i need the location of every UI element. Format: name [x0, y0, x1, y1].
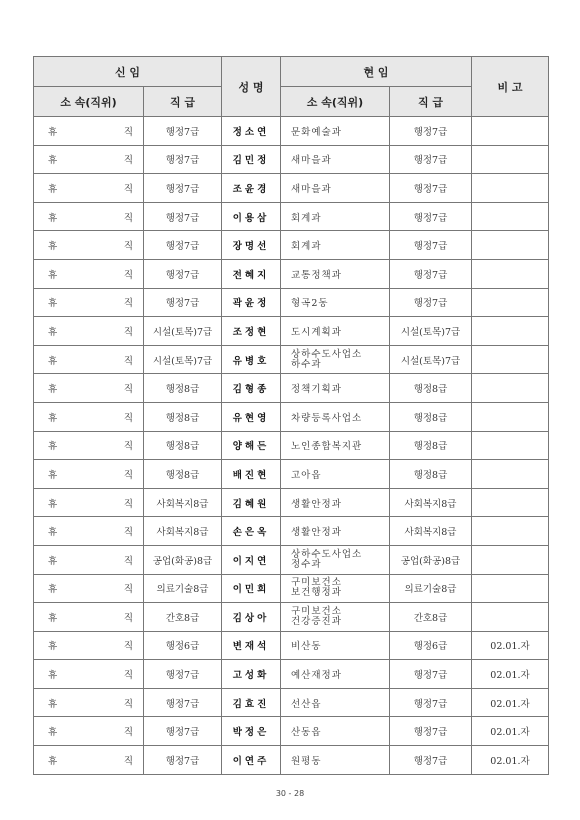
- cell-grade: 행정7급: [144, 688, 222, 717]
- cell-name: 장명선: [222, 231, 281, 260]
- affiliation-part: 휴: [48, 555, 58, 567]
- cell-affiliation: [34, 688, 144, 717]
- cell-current-affiliation: [281, 402, 390, 431]
- affiliation-part: 직: [123, 555, 133, 567]
- cell-note: [472, 545, 549, 574]
- table-row: [34, 174, 549, 203]
- header-note: 비 고: [472, 57, 549, 117]
- cell-note: [472, 460, 549, 489]
- current-affiliation-line: 형곡2동: [291, 298, 329, 310]
- cell-note: [472, 488, 549, 517]
- affiliation-part: 직: [123, 412, 133, 424]
- cell-note: [472, 317, 549, 346]
- cell-grade: 행정7급: [144, 202, 222, 231]
- cell-name: 이용삼: [222, 202, 281, 231]
- cell-current-grade: 사회복지8급: [390, 517, 472, 546]
- cell-affiliation: [34, 231, 144, 260]
- cell-name: 김민정: [222, 145, 281, 174]
- cell-current-grade: 행정7급: [390, 288, 472, 317]
- affiliation-part: 직: [123, 755, 133, 767]
- current-affiliation-line: 건강증진과: [291, 615, 342, 627]
- personnel-table: [33, 56, 549, 775]
- cell-name: 전혜지: [222, 259, 281, 288]
- current-affiliation-line: 도시계획과: [291, 326, 342, 338]
- cell-current-grade: 시설(토목)7급: [390, 317, 472, 346]
- current-affiliation-line: 회계과: [291, 241, 322, 253]
- table-row: [34, 145, 549, 174]
- affiliation-part: 직: [123, 326, 133, 338]
- table-row: [34, 374, 549, 403]
- cell-name: 손은옥: [222, 517, 281, 546]
- affiliation-part: 휴: [48, 469, 58, 481]
- affiliation-part: 휴: [48, 384, 58, 396]
- table-row: [34, 259, 549, 288]
- table-row: [34, 117, 549, 146]
- table-row: [34, 717, 549, 746]
- current-affiliation-line: 교통정책과: [291, 269, 342, 281]
- current-affiliation-line: 산동읍: [291, 727, 322, 739]
- current-affiliation-line: 원평동: [291, 755, 322, 767]
- cell-note: [472, 145, 549, 174]
- current-affiliation-line: 노인종합복지관: [291, 441, 363, 453]
- cell-note: [472, 259, 549, 288]
- affiliation-part: 휴: [48, 412, 58, 424]
- cell-current-grade: 행정7급: [390, 717, 472, 746]
- cell-current-grade: 간호8급: [390, 603, 472, 632]
- cell-name: 양해든: [222, 431, 281, 460]
- cell-note: 02.01.자: [472, 717, 549, 746]
- cell-current-grade: 행정8급: [390, 402, 472, 431]
- cell-current-affiliation: [281, 145, 390, 174]
- affiliation-part: 직: [123, 355, 133, 367]
- cell-note: [472, 345, 549, 374]
- table-row: [34, 288, 549, 317]
- cell-current-affiliation: [281, 517, 390, 546]
- affiliation-part: 휴: [48, 755, 58, 767]
- affiliation-part: 직: [123, 612, 133, 624]
- current-affiliation-line: 생활안정과: [291, 527, 342, 539]
- cell-grade: 행정7급: [144, 717, 222, 746]
- cell-affiliation: [34, 345, 144, 374]
- cell-name: 곽윤정: [222, 288, 281, 317]
- cell-grade: 행정7급: [144, 145, 222, 174]
- cell-current-affiliation: [281, 574, 390, 603]
- cell-note: [472, 374, 549, 403]
- affiliation-part: 휴: [48, 498, 58, 510]
- cell-affiliation: [34, 259, 144, 288]
- cell-affiliation: [34, 545, 144, 574]
- cell-grade: 행정7급: [144, 288, 222, 317]
- affiliation-part: 직: [123, 527, 133, 539]
- cell-grade: 행정8급: [144, 431, 222, 460]
- cell-current-affiliation: [281, 460, 390, 489]
- affiliation-part: 휴: [48, 212, 58, 224]
- cell-current-affiliation: [281, 717, 390, 746]
- affiliation-part: 직: [123, 183, 133, 195]
- table-row: [34, 202, 549, 231]
- header-cur-grade: 직 급: [390, 87, 472, 117]
- affiliation-part: 직: [123, 212, 133, 224]
- affiliation-part: 휴: [48, 441, 58, 453]
- cell-current-affiliation: [281, 202, 390, 231]
- cell-affiliation: [34, 746, 144, 775]
- cell-affiliation: [34, 374, 144, 403]
- current-affiliation-line: 문화예술과: [291, 126, 342, 138]
- affiliation-part: 휴: [48, 269, 58, 281]
- cell-grade: 의료기술8급: [144, 574, 222, 603]
- cell-note: 02.01.자: [472, 631, 549, 660]
- affiliation-part: 직: [123, 498, 133, 510]
- cell-grade: 행정8급: [144, 374, 222, 403]
- table-row: [34, 603, 549, 632]
- cell-current-grade: 행정8급: [390, 460, 472, 489]
- cell-grade: 행정7급: [144, 660, 222, 689]
- affiliation-part: 직: [123, 269, 133, 281]
- cell-name: 조정현: [222, 317, 281, 346]
- table-row: [34, 431, 549, 460]
- cell-affiliation: [34, 145, 144, 174]
- affiliation-part: 직: [123, 126, 133, 138]
- cell-affiliation: [34, 460, 144, 489]
- cell-affiliation: [34, 117, 144, 146]
- cell-affiliation: [34, 317, 144, 346]
- cell-grade: 행정7급: [144, 259, 222, 288]
- current-affiliation-line: 차량등록사업소: [291, 412, 363, 424]
- cell-current-affiliation: [281, 174, 390, 203]
- cell-current-grade: 행정7급: [390, 145, 472, 174]
- cell-note: 02.01.자: [472, 688, 549, 717]
- cell-current-affiliation: [281, 259, 390, 288]
- cell-grade: 간호8급: [144, 603, 222, 632]
- cell-name: 고성화: [222, 660, 281, 689]
- cell-name: 유병호: [222, 345, 281, 374]
- personnel-table-sheet: [33, 56, 548, 775]
- cell-current-grade: 시설(토목)7급: [390, 345, 472, 374]
- table-row: [34, 746, 549, 775]
- current-affiliation-line: 생활안정과: [291, 498, 342, 510]
- cell-current-affiliation: [281, 746, 390, 775]
- cell-current-grade: 행정7급: [390, 117, 472, 146]
- cell-affiliation: [34, 488, 144, 517]
- header-new-post: 신 임: [34, 57, 222, 87]
- cell-note: 02.01.자: [472, 660, 549, 689]
- affiliation-part: 직: [123, 441, 133, 453]
- cell-name: 이민희: [222, 574, 281, 603]
- cell-affiliation: [34, 202, 144, 231]
- table-row: [34, 317, 549, 346]
- cell-current-grade: 행정8급: [390, 431, 472, 460]
- page-number: 30 - 28: [275, 789, 305, 798]
- cell-name: 이지연: [222, 545, 281, 574]
- cell-affiliation: [34, 402, 144, 431]
- affiliation-part: 직: [123, 584, 133, 596]
- table-row: [34, 517, 549, 546]
- cell-note: [472, 574, 549, 603]
- cell-note: [472, 603, 549, 632]
- table-row: [34, 402, 549, 431]
- header-cur-affiliation: 소 속(직위): [281, 87, 390, 117]
- current-affiliation-line: 구미보건소: [291, 605, 342, 617]
- affiliation-part: 직: [123, 155, 133, 167]
- cell-current-affiliation: [281, 231, 390, 260]
- cell-affiliation: [34, 174, 144, 203]
- affiliation-part: 휴: [48, 298, 58, 310]
- current-affiliation-line: 새마을과: [291, 183, 332, 195]
- current-affiliation-line: 보건행정과: [291, 587, 342, 599]
- cell-current-grade: 의료기술8급: [390, 574, 472, 603]
- affiliation-part: 직: [123, 298, 133, 310]
- header-affiliation: 소 속(직위): [34, 87, 144, 117]
- affiliation-part: 직: [123, 670, 133, 682]
- cell-current-affiliation: [281, 317, 390, 346]
- cell-note: [472, 202, 549, 231]
- affiliation-part: 휴: [48, 241, 58, 253]
- affiliation-part: 휴: [48, 326, 58, 338]
- cell-current-affiliation: [281, 117, 390, 146]
- table-row: [34, 545, 549, 574]
- cell-note: 02.01.자: [472, 746, 549, 775]
- cell-note: [472, 174, 549, 203]
- header-grade: 직 급: [144, 87, 222, 117]
- cell-name: 김혜원: [222, 488, 281, 517]
- cell-name: 유현영: [222, 402, 281, 431]
- table-row: [34, 631, 549, 660]
- cell-current-grade: 사회복지8급: [390, 488, 472, 517]
- cell-current-grade: 공업(화공)8급: [390, 545, 472, 574]
- table-row: [34, 574, 549, 603]
- table-row: [34, 488, 549, 517]
- cell-grade: 시설(토목)7급: [144, 345, 222, 374]
- cell-note: [472, 117, 549, 146]
- cell-current-grade: 행정7급: [390, 231, 472, 260]
- table-body: [34, 117, 549, 775]
- cell-note: [472, 431, 549, 460]
- cell-grade: 행정7급: [144, 174, 222, 203]
- cell-current-affiliation: [281, 688, 390, 717]
- affiliation-part: 직: [123, 698, 133, 710]
- affiliation-part: 휴: [48, 527, 58, 539]
- cell-name: 배진현: [222, 460, 281, 489]
- cell-current-affiliation: [281, 374, 390, 403]
- cell-grade: 행정8급: [144, 460, 222, 489]
- cell-grade: 공업(화공)8급: [144, 545, 222, 574]
- table-row: [34, 460, 549, 489]
- cell-name: 정소연: [222, 117, 281, 146]
- affiliation-part: 직: [123, 241, 133, 253]
- cell-name: 변재석: [222, 631, 281, 660]
- current-affiliation-line: 정수과: [291, 558, 322, 570]
- cell-note: [472, 402, 549, 431]
- cell-affiliation: [34, 431, 144, 460]
- table-row: [34, 660, 549, 689]
- affiliation-part: 휴: [48, 670, 58, 682]
- cell-grade: 시설(토목)7급: [144, 317, 222, 346]
- cell-grade: 행정7급: [144, 746, 222, 775]
- affiliation-part: 휴: [48, 584, 58, 596]
- cell-current-grade: 행정7급: [390, 202, 472, 231]
- current-affiliation-line: 구미보건소: [291, 577, 342, 589]
- current-affiliation-line: 정책기획과: [291, 384, 342, 396]
- cell-grade: 사회복지8급: [144, 517, 222, 546]
- header-name: 성 명: [222, 57, 281, 117]
- cell-grade: 행정7급: [144, 117, 222, 146]
- current-affiliation-line: 새마을과: [291, 155, 332, 167]
- cell-current-grade: 행정7급: [390, 660, 472, 689]
- current-affiliation-line: 회계과: [291, 212, 322, 224]
- affiliation-part: 휴: [48, 612, 58, 624]
- cell-current-grade: 행정8급: [390, 374, 472, 403]
- affiliation-part: 직: [123, 641, 133, 653]
- cell-affiliation: [34, 574, 144, 603]
- cell-name: 김상아: [222, 603, 281, 632]
- affiliation-part: 휴: [48, 155, 58, 167]
- cell-affiliation: [34, 660, 144, 689]
- cell-note: [472, 231, 549, 260]
- current-affiliation-line: 비산동: [291, 641, 322, 653]
- cell-name: 김효진: [222, 688, 281, 717]
- cell-current-grade: 행정6급: [390, 631, 472, 660]
- cell-current-grade: 행정7급: [390, 174, 472, 203]
- cell-current-affiliation: [281, 345, 390, 374]
- cell-current-affiliation: [281, 631, 390, 660]
- cell-note: [472, 288, 549, 317]
- cell-name: 박정은: [222, 717, 281, 746]
- cell-current-affiliation: [281, 545, 390, 574]
- affiliation-part: 직: [123, 384, 133, 396]
- cell-grade: 행정8급: [144, 402, 222, 431]
- affiliation-part: 직: [123, 469, 133, 481]
- affiliation-part: 휴: [48, 727, 58, 739]
- current-affiliation-line: 고아읍: [291, 469, 322, 481]
- affiliation-part: 직: [123, 727, 133, 739]
- affiliation-part: 휴: [48, 183, 58, 195]
- cell-affiliation: [34, 288, 144, 317]
- cell-current-affiliation: [281, 288, 390, 317]
- current-affiliation-line: 상하수도사업소: [291, 548, 363, 560]
- current-affiliation-line: 하수과: [291, 358, 322, 370]
- affiliation-part: 휴: [48, 698, 58, 710]
- header-current-post: 현 임: [281, 57, 472, 87]
- table-row: [34, 688, 549, 717]
- cell-current-affiliation: [281, 488, 390, 517]
- cell-grade: 행정6급: [144, 631, 222, 660]
- current-affiliation-line: 상하수도사업소: [291, 348, 363, 360]
- cell-affiliation: [34, 603, 144, 632]
- cell-grade: 사회복지8급: [144, 488, 222, 517]
- cell-current-grade: 행정7급: [390, 688, 472, 717]
- cell-note: [472, 517, 549, 546]
- cell-current-affiliation: [281, 603, 390, 632]
- affiliation-part: 휴: [48, 355, 58, 367]
- cell-affiliation: [34, 631, 144, 660]
- table-row: [34, 231, 549, 260]
- affiliation-part: 휴: [48, 126, 58, 138]
- cell-current-affiliation: [281, 431, 390, 460]
- cell-current-grade: 행정7급: [390, 746, 472, 775]
- cell-name: 김형종: [222, 374, 281, 403]
- cell-name: 이연주: [222, 746, 281, 775]
- current-affiliation-line: 예산재정과: [291, 670, 342, 682]
- cell-affiliation: [34, 517, 144, 546]
- cell-current-affiliation: [281, 660, 390, 689]
- table-row: [34, 345, 549, 374]
- current-affiliation-line: 선산읍: [291, 698, 322, 710]
- cell-affiliation: [34, 717, 144, 746]
- cell-current-grade: 행정7급: [390, 259, 472, 288]
- cell-grade: 행정7급: [144, 231, 222, 260]
- affiliation-part: 휴: [48, 641, 58, 653]
- cell-name: 조윤경: [222, 174, 281, 203]
